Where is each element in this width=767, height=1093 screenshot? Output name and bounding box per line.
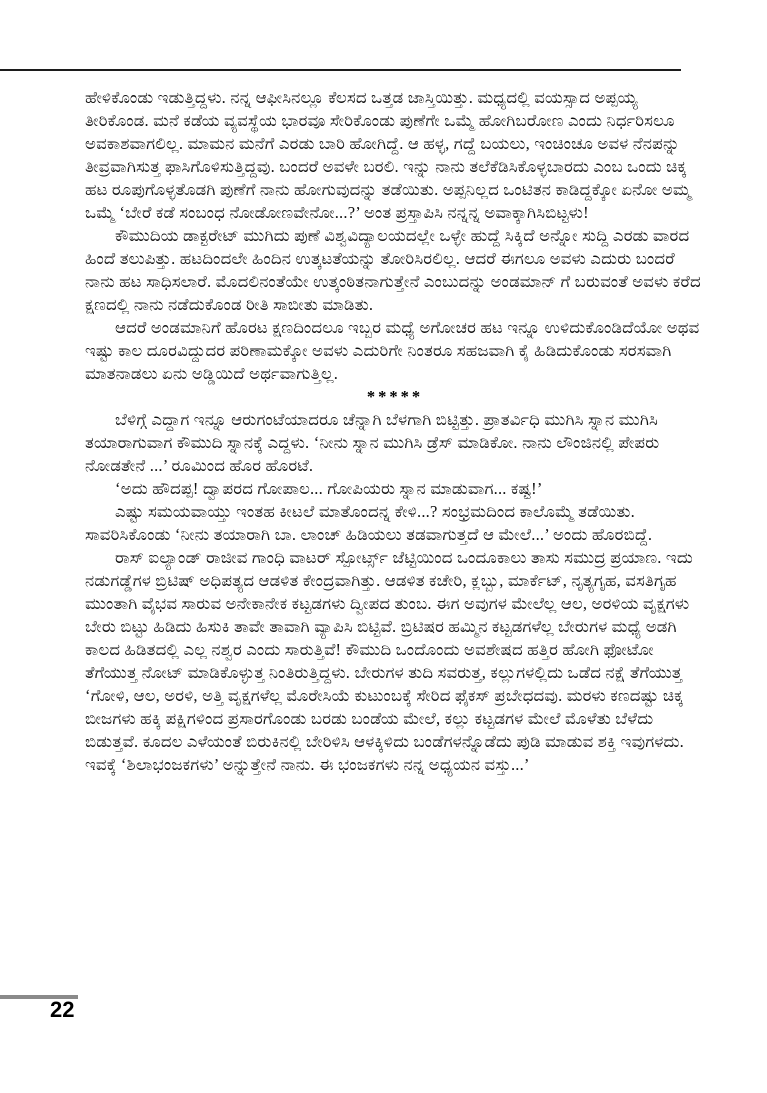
header-rule — [0, 69, 681, 71]
body-text — [85, 86, 705, 776]
body-paragraph: ಹೇಳಿಕೊಂಡು ಇಡುತ್ತಿದ್ದಳು. ನನ್ನ ಆಫೀಸಿನಲ್ಲೂ ಕೆಲಸದ ಒತ್ತಡ ಜಾಸ್ತಿಯಿತ್ತು. ಮಧ್ಯದಲ್ಲಿ ವಯಸ್ಸಾದ ಅಪ್ಪಯ್ಯ ತೀರಿಕೊಂಡ. ಮನೆ ಕಡೆಯ ವ್ಯವಸ್ಥೆಯ ಭಾರವೂ ಸೇರಿಕೊಂಡು ಪುಣೆಗೇ ಒಮ್ಮೆ ಹೋಗಿಬರೋಣ ಎಂದು ನಿರ್ಧರಿಸಲೂ ಅವಕಾಶವಾಗಲಿಲ್ಲ. ಮಾಮನ ಮನೆಗೆ ಎರಡು ಬಾರಿ ಹೋಗಿದ್ದೆ. ಆ ಹಳ್ಳ, ಗದ್ದೆ ಬಯಲು, ಇಂಚಿಂಚೂ ಅವಳ ನೆನಪನ್ನು ತೀವ್ರವಾಗಿಸುತ್ತ ಫಾಸಿಗೊಳಿಸುತ್ತಿದ್ದವು. ಬಂದರೆ ಅವಳೇ ಬರಲಿ. ಇನ್ನು ನಾನು ತಲೆಕೆಡಿಸಿಕೊಳ್ಳಬಾರದು ಎಂಬ ಒಂದು ಚಿಕ್ಕ ಹಟ ರೂಪುಗೊಳ್ಳತೊಡಗಿ ಪುಣೆಗೆ ನಾನು ಹೋಗುವುದನ್ನು ತಡೆಯಿತು. ಅಪ್ಪನಿಲ್ಲದ ಒಂಟಿತನ ಕಾಡಿದ್ದಕ್ಕೋ ಏನೋ ಅಮ್ಮ ಒಮ್ಮೆ ‘ಬೇರೆ ಕಡೆ ಸಂಬಂಧ ನೋಡೋಣವೇನೋ...?’ ಅಂತ ಪ್ರಸ್ತಾಪಿಸಿ ನನ್ನನ್ನ ಅವಾಕ್ಕಾಗಿಸಿಬಿಟ್ಟಳು! — [85, 88, 692, 222]
body-paragraph: ಆದರೆ ಅಂಡಮಾನಿಗೆ ಹೊರಟ ಕ್ಷಣದಿಂದಲೂ ಇಬ್ಬರ ಮಧ್ಯೆ ಅಗೋಚರ ಹಟ ಇನ್ನೂ ಉಳಿದುಕೊಂಡಿದೆಯೋ ಅಥವ ಇಷ್ಟು ಕಾಲ ದೂರವಿದ್ದುದರ ಪರಿಣಾಮಕ್ಕೋ ಅವಳು ಎದುರಿಗೇ ನಿಂತರೂ ಸಹಜವಾಗಿ ಕೈ ಹಿಡಿದುಕೊಂಡು ಸರಸವಾಗಿ ಮಾತನಾಡಲು ಏನು ಅಡ್ಡಿಯಿದೆ ಅರ್ಥವಾಗುತ್ತಿಲ್ಲ. — [85, 318, 700, 383]
body-paragraph: ಕೌಮುದಿಯ ಡಾಕ್ಟರೇಟ್ ಮುಗಿದು ಪುಣೆ ವಿಶ್ವವಿದ್ಯಾಲಯದಲ್ಲೇ ಒಳ್ಳೇ ಹುದ್ದೆ ಸಿಕ್ಕಿದೆ ಅನ್ನೋ ಸುದ್ದಿ ಎರಡು ವಾರದ ಹಿಂದೆ ತಲುಪಿತ್ತು. ಹಟದಿಂದಲೇ ಹಿಂದಿನ ಉತ್ಕಟತೆಯನ್ನು ತೋರಿಸಿರಲಿಲ್ಲ. ಆದರೆ ಈಗಲೂ ಅವಳು ಎದುರು ಬಂದರೆ ನಾನು ಹಟ ಸಾಧಿಸಲಾರೆ. ಮೊದಲಿನಂತೆಯೇ ಉತ್ಕಂಠಿತನಾಗುತ್ತೇನೆ ಎಂಬುದನ್ನು ಅಂಡಮಾನ್ ಗೆ ಬರುವಂತೆ ಅವಳು ಕರೆದ ಕ್ಷಣದಲ್ಲಿ ನಾನು ನಡೆದುಕೊಂಡ ರೀತಿ ಸಾಬೀತು ಮಾಡಿತು. — [85, 226, 701, 314]
section-separator: ***** — [366, 387, 424, 406]
body-paragraph: ರಾಸ್ ಐಲ್ಯಾಂಡ್ ರಾಜೀವ ಗಾಂಧಿ ವಾಟರ್ ಸ್ಪೋರ್ಟ್ಸ್ ಜೆಟ್ಟಿಯಿಂದ ಒಂದೂಕಾಲು ತಾಸು ಸಮುದ್ರ ಪ್ರಯಾಣ. ಇದು ನಡುಗಡ್ಡೆಗಳ ಬ್ರಿಟಿಷ್ ಅಧಿಪತ್ಯದ ಆಡಳಿತ ಕೇಂದ್ರವಾಗಿತ್ತು. ಆಡಳಿತ ಕಚೇರಿ, ಕ್ಲಬ್ಬು, ಮಾರ್ಕೆಟ್, ನೃತ್ಯಗೃಹ, ವಸತಿಗೃಹ ಮುಂತಾಗಿ ವೈಭವ ಸಾರುವ ಅನೇಕಾನೇಕ ಕಟ್ಟಡಗಳು ದ್ವೀಪದ ತುಂಬ. ಈಗ ಅವುಗಳ ಮೇಲೆಲ್ಲ ಆಲ, ಅರಳಿಯ ವೃಕ್ಷಗಳು ಬೇರು ಬಿಟ್ಟು ಹಿಡಿದು ಹಿಸುಕಿ ತಾವೇ ತಾವಾಗಿ ವ್ಯಾಪಿಸಿ ಬಿಟ್ಟಿವೆ. ಬ್ರಿಟಿಷರ ಹಮ್ಮಿನ ಕಟ್ಟಡಗಳೆಲ್ಲ ಬೇರುಗಳ ಮಧ್ಯೆ ಅಡಗಿ ಕಾಲದ ಹಿಡಿತದಲ್ಲಿ ಎಲ್ಲ ನಶ್ವರ ಎಂದು ಸಾರುತ್ತಿವೆ! ಕೌಮುದಿ ಒಂದೊಂದು ಅವಶೇಷದ ಹತ್ತಿರ ಹೋಗಿ ಫೋಟೋ ತೆಗೆಯುತ್ತ ನೋಟ್ ಮಾಡಿಕೊಳ್ಳುತ್ತ ನಿಂತಿರುತ್ತಿದ್ದಳು. ಬೇರುಗಳ ತುದಿ ಸವರುತ್ತ, ಕಲ್ಲುಗಳಲ್ಲಿದು ಒಡೆದ ನಕ್ಷೆ ತೆಗೆಯುತ್ತ ‘ಗೋಳಿ, ಆಲ, ಅರಳಿ, ಅತ್ತಿ ವೃಕ್ಷಗಳೆಲ್ಲ ಮೊರೇಸಿಯೆ ಕುಟುಂಬಕ್ಕೆ ಸೇರಿದ ಫೈಕಸ್ ಪ್ರಬೇಧದವು. ಮರಳು ಕಣದಷ್ಟು ಚಿಕ್ಕ ಬೀಜಗಳು ಹಕ್ಕಿ ಪಕ್ಷಿಗಳಿಂದ ಪ್ರಸಾರಗೊಂಡು ಬರಡು ಬಂಡೆಯ ಮೇಲೆ, ಕಲ್ಲು ಕಟ್ಟಡಗಳ ಮೇಲೆ ಮೊಳೆತು ಬೆಳೆದು ಬಿಡುತ್ತವೆ. ಕೂದಲ ಎಳೆಯಂತೆ ಬಿರುಕಿನಲ್ಲಿ ಬೇರಿಳಿಸಿ ಆಳಕ್ಕಿಳಿದು ಬಂಡೆಗಳನ್ನೊಡೆದು ಪುಡಿ ಮಾಡುವ ಶಕ್ತಿ ಇವುಗಳದು. ಇವಕ್ಕೆ ‘ಶಿಲಾಭಂಜಕಗಳು’ ಅನ್ನುತ್ತೇನೆ ನಾನು. ಈ ಭಂಜಕಗಳು ನನ್ನ ಅಧ್ಯಯನ ವಸ್ತು...’ — [85, 548, 693, 774]
body-paragraph: ಬೆಳಿಗ್ಗೆ ಎದ್ದಾಗ ಇನ್ನೂ ಆರುಗಂಟೆಯಾದರೂ ಚೆನ್ನಾಗಿ ಬೆಳಗಾಗಿ ಬಿಟ್ಟಿತ್ತು. ಪ್ರಾತರ್ವಿಧಿ ಮುಗಿಸಿ ಸ್ನಾನ ಮುಗಿಸಿ ತಯಾರಾಗುವಾಗ ಕೌಮುದಿ ಸ್ನಾನಕ್ಕೆ ಎದ್ದಳು. ‘ನೀನು ಸ್ನಾನ ಮುಗಿಸಿ ಡ್ರೆಸ್ ಮಾಡಿಕೋ. ನಾನು ಲೌಂಜಿನಲ್ಲಿ ಪೇಪರು ನೋಡತೇನೆ ...’ ರೂಮಿಂದ ಹೊರ ಹೊರಟೆ. — [85, 410, 660, 475]
page-number: 22 — [50, 997, 75, 1022]
body-paragraph: ‘ಅದು ಹೌದಪ್ಪ! ದ್ವಾಪರದ ಗೋಪಾಲ... ಗೋಪಿಯರು ಸ್ನಾನ ಮಾಡುವಾಗ... ಕಷ್ಟ!’ — [115, 479, 543, 498]
body-paragraph: ಎಷ್ಟು ಸಮಯವಾಯ್ತು ಇಂತಹ ಕೀಟಲೆ ಮಾತೊಂದನ್ನ ಕೇಳಿ...? ಸಂಭ್ರಮದಿಂದ ಕಾಲೊಮ್ಮೆ ತಡೆಯಿತು. ಸಾವರಿಸಿಕೊಂಡು ‘ನೀನು ತಯಾರಾಗಿ ಬಾ. ಲಾಂಚ್ ಹಿಡಿಯಲು ತಡವಾಗುತ್ತದೆ ಆ ಮೇಲೆ...’ ಅಂದು ಹೊರಬಿದ್ದೆ. — [85, 502, 653, 544]
